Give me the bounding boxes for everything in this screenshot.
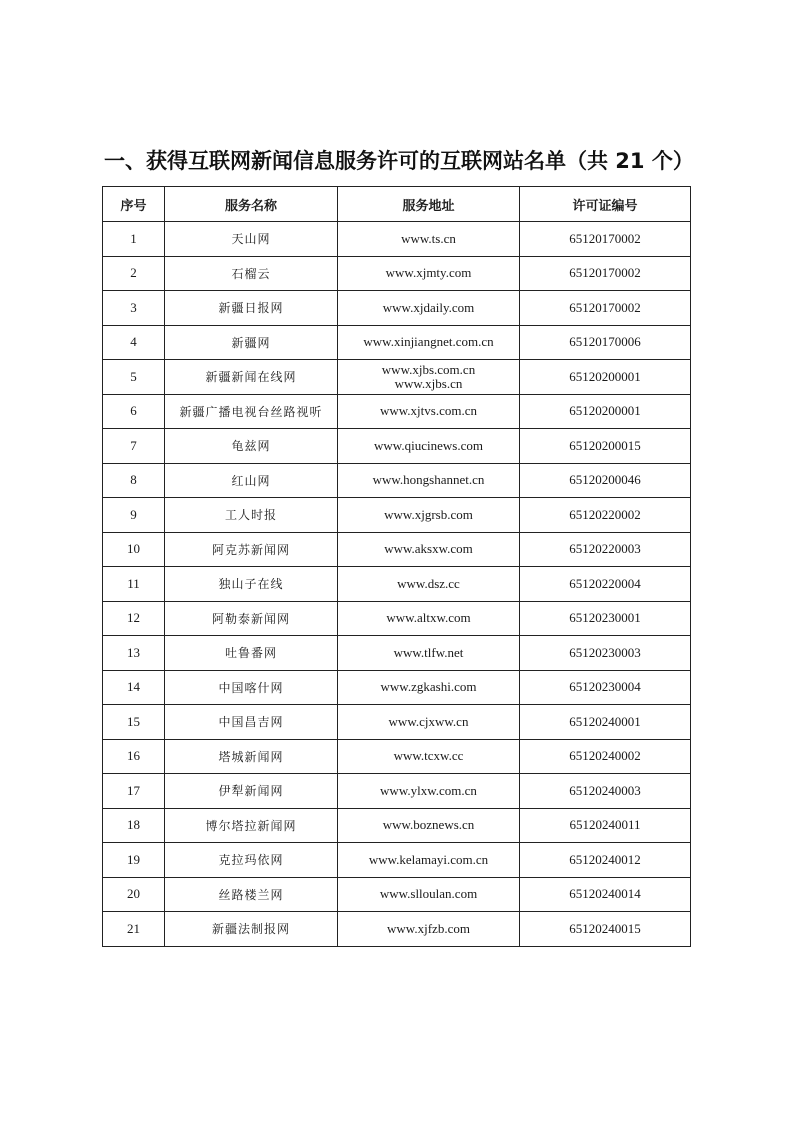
- cell-service-address: [338, 567, 520, 602]
- cell-license-number: 65120170002: [520, 291, 691, 326]
- cell-serial-number: 9: [103, 498, 165, 533]
- service-url: www.aksxw.com: [384, 541, 473, 557]
- cell-service-name: 吐鲁番网: [165, 636, 338, 671]
- table-row: [103, 739, 691, 774]
- service-url: www.xjtvs.com.cn: [379, 403, 477, 419]
- cell-license-number: 65120240002: [520, 739, 691, 774]
- cell-service-name: 阿克苏新闻网: [165, 532, 338, 567]
- header-service-address: 服务地址: [338, 187, 520, 222]
- table-row: [103, 912, 691, 947]
- cell-service-address: [338, 601, 520, 636]
- website-license-table: [102, 186, 691, 947]
- cell-serial-number: 15: [103, 705, 165, 740]
- table-row: [103, 636, 691, 671]
- cell-service-name: 中国喀什网: [165, 670, 338, 705]
- table-row: [103, 567, 691, 602]
- cell-license-number: 65120240012: [520, 843, 691, 878]
- service-url: www.tlfw.net: [393, 644, 464, 660]
- service-url: www.cjxww.cn: [388, 713, 469, 729]
- cell-serial-number: 11: [103, 567, 165, 602]
- service-url: www.altxw.com: [386, 610, 471, 626]
- service-url: www.xjgrsb.com: [384, 506, 473, 522]
- cell-serial-number: 18: [103, 808, 165, 843]
- table-row: [103, 877, 691, 912]
- cell-service-address: [338, 808, 520, 843]
- cell-serial-number: 7: [103, 429, 165, 464]
- cell-service-address: [338, 532, 520, 567]
- table-row: [103, 843, 691, 878]
- cell-service-name: 新疆广播电视台丝路视听: [165, 394, 338, 429]
- cell-serial-number: 20: [103, 877, 165, 912]
- cell-serial-number: 10: [103, 532, 165, 567]
- cell-service-address: [338, 291, 520, 326]
- cell-license-number: 65120220003: [520, 532, 691, 567]
- cell-service-name: 新疆法制报网: [165, 912, 338, 947]
- cell-service-name: 新疆新闻在线网: [165, 360, 338, 395]
- cell-service-address: [338, 705, 520, 740]
- cell-serial-number: 14: [103, 670, 165, 705]
- service-url: www.slloulan.com: [379, 886, 478, 902]
- table-row: [103, 256, 691, 291]
- cell-service-name: 新疆网: [165, 325, 338, 360]
- header-license-number: 许可证编号: [520, 187, 691, 222]
- table-row: [103, 601, 691, 636]
- cell-serial-number: 16: [103, 739, 165, 774]
- cell-service-name: 红山网: [165, 463, 338, 498]
- cell-service-name: 博尔塔拉新闻网: [165, 808, 338, 843]
- cell-license-number: 65120220002: [520, 498, 691, 533]
- cell-license-number: 65120200046: [520, 463, 691, 498]
- cell-service-address: [338, 222, 520, 257]
- service-url: www.kelamayi.com.cn: [368, 851, 489, 867]
- service-url: www.zgkashi.com: [380, 679, 477, 695]
- cell-service-address: [338, 498, 520, 533]
- cell-service-name: 伊犁新闻网: [165, 774, 338, 809]
- cell-license-number: 65120200015: [520, 429, 691, 464]
- cell-serial-number: 21: [103, 912, 165, 947]
- cell-serial-number: 8: [103, 463, 165, 498]
- cell-service-name: 中国昌吉网: [165, 705, 338, 740]
- table-row: [103, 360, 691, 395]
- service-url: www.xjmty.com: [385, 265, 472, 281]
- cell-service-name: 新疆日报网: [165, 291, 338, 326]
- cell-license-number: 65120200001: [520, 394, 691, 429]
- cell-license-number: 65120170002: [520, 222, 691, 257]
- service-url: www.hongshannet.cn: [372, 472, 485, 488]
- cell-service-address: [338, 843, 520, 878]
- cell-license-number: 65120240015: [520, 912, 691, 947]
- cell-service-address: [338, 429, 520, 464]
- cell-service-address: [338, 325, 520, 360]
- cell-license-number: 65120230001: [520, 601, 691, 636]
- cell-license-number: 65120240003: [520, 774, 691, 809]
- cell-service-address: [338, 463, 520, 498]
- cell-serial-number: 19: [103, 843, 165, 878]
- service-url: www.xjbs.cn: [394, 375, 463, 391]
- service-url: www.xjdaily.com: [382, 299, 475, 315]
- service-url: www.qiucinews.com: [374, 437, 483, 453]
- cell-license-number: 65120220004: [520, 567, 691, 602]
- cell-service-address: [338, 394, 520, 429]
- cell-service-name: 工人时报: [165, 498, 338, 533]
- cell-serial-number: 5: [103, 360, 165, 395]
- table-row: [103, 394, 691, 429]
- cell-serial-number: 17: [103, 774, 165, 809]
- cell-serial-number: 1: [103, 222, 165, 257]
- cell-service-name: 丝路楼兰网: [165, 877, 338, 912]
- cell-serial-number: 2: [103, 256, 165, 291]
- cell-serial-number: 6: [103, 394, 165, 429]
- header-service-name: 服务名称: [165, 187, 338, 222]
- cell-serial-number: 13: [103, 636, 165, 671]
- service-url: www.tcxw.cc: [393, 748, 464, 764]
- service-url: www.ylxw.com.cn: [380, 782, 477, 798]
- cell-serial-number: 3: [103, 291, 165, 326]
- cell-license-number: 65120240001: [520, 705, 691, 740]
- cell-serial-number: 4: [103, 325, 165, 360]
- service-url: www.xinjiangnet.com.cn: [363, 334, 494, 350]
- table-row: [103, 429, 691, 464]
- cell-service-name: 龟兹网: [165, 429, 338, 464]
- page-title: 一、获得互联网新闻信息服务许可的互联网站名单（共 21 个）: [104, 149, 694, 173]
- cell-service-name: 克拉玛依网: [165, 843, 338, 878]
- cell-service-address: [338, 877, 520, 912]
- table-header-row: [103, 187, 691, 222]
- cell-service-address: [338, 670, 520, 705]
- cell-license-number: 65120170006: [520, 325, 691, 360]
- cell-service-address: [338, 739, 520, 774]
- table-row: [103, 325, 691, 360]
- cell-service-name: 独山子在线: [165, 567, 338, 602]
- cell-service-address: [338, 912, 520, 947]
- cell-license-number: 65120240014: [520, 877, 691, 912]
- cell-service-name: 阿勒泰新闻网: [165, 601, 338, 636]
- table-row: [103, 532, 691, 567]
- cell-service-address: [338, 774, 520, 809]
- table-row: [103, 463, 691, 498]
- service-url: www.dsz.cc: [397, 575, 460, 591]
- service-url: www.ts.cn: [401, 230, 456, 246]
- cell-serial-number: 12: [103, 601, 165, 636]
- cell-license-number: 65120240011: [520, 808, 691, 843]
- cell-service-name: 天山网: [165, 222, 338, 257]
- table-body: [103, 222, 691, 947]
- cell-service-address: [338, 636, 520, 671]
- table-row: [103, 670, 691, 705]
- header-serial-number: 序号: [103, 187, 165, 222]
- table-row: [103, 222, 691, 257]
- cell-service-name: 石榴云: [165, 256, 338, 291]
- table-row: [103, 774, 691, 809]
- table-row: [103, 498, 691, 533]
- cell-license-number: 65120230003: [520, 636, 691, 671]
- service-url: www.xjfzb.com: [387, 920, 470, 936]
- cell-license-number: 65120170002: [520, 256, 691, 291]
- cell-service-name: 塔城新闻网: [165, 739, 338, 774]
- table-row: [103, 808, 691, 843]
- table-row: [103, 705, 691, 740]
- cell-license-number: 65120230004: [520, 670, 691, 705]
- service-url: www.xjbs.com.cn: [381, 361, 476, 377]
- cell-license-number: 65120200001: [520, 360, 691, 395]
- cell-service-address: [338, 256, 520, 291]
- service-url: www.boznews.cn: [382, 817, 475, 833]
- table-row: [103, 291, 691, 326]
- cell-service-address: [338, 360, 520, 395]
